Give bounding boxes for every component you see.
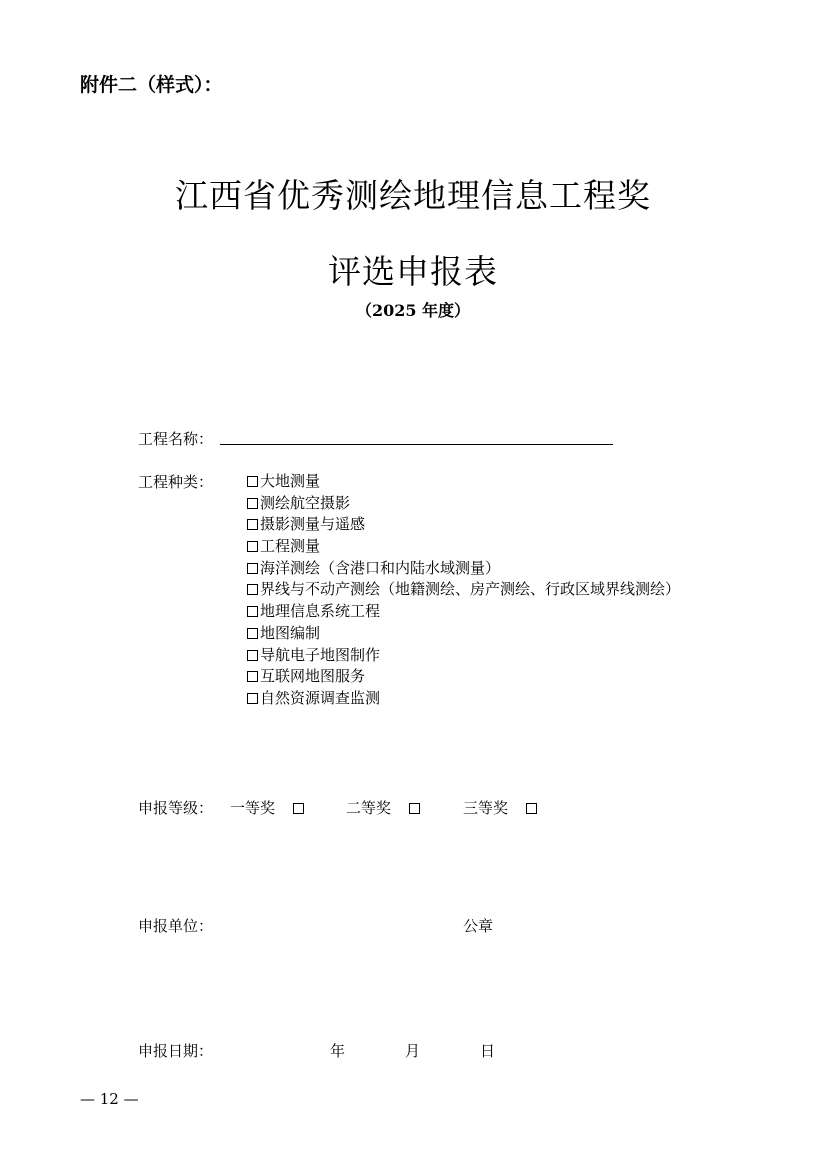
unit-label: 申报单位：: [138, 917, 214, 935]
document-year: （2025 年度）: [355, 301, 471, 320]
checkbox-icon[interactable]: [247, 606, 258, 617]
document-title: 江西省优秀测绘地理信息工程奖: [175, 176, 651, 215]
checkbox-icon[interactable]: [409, 803, 420, 814]
project-type-option[interactable]: 地理信息系统工程: [247, 601, 680, 623]
project-name-label: 工程名称：: [138, 430, 214, 448]
project-type-option[interactable]: 海洋测绘（含港口和内陆水域测量）: [247, 558, 680, 580]
level-option-third[interactable]: 三等奖: [463, 797, 539, 818]
checkbox-icon[interactable]: [247, 584, 258, 595]
project-type-option[interactable]: 导航电子地图制作: [247, 645, 680, 667]
date-label: 申报日期：: [138, 1042, 214, 1060]
project-type-option[interactable]: 地图编制: [247, 623, 680, 645]
checkbox-icon[interactable]: [247, 671, 258, 682]
seal-label: 公章: [463, 917, 494, 935]
checkbox-icon[interactable]: [247, 650, 258, 661]
project-type-option[interactable]: 大地测量: [247, 471, 680, 493]
project-name-field[interactable]: [220, 444, 613, 445]
document-subtitle: 评选申报表: [328, 252, 498, 291]
checkbox-icon[interactable]: [247, 693, 258, 704]
project-type-list: [247, 471, 680, 710]
level-option-first[interactable]: 一等奖: [230, 797, 306, 818]
project-type-option[interactable]: 工程测量: [247, 536, 680, 558]
date-day-label: 日: [480, 1042, 496, 1060]
date-month-label: 月: [405, 1042, 421, 1060]
checkbox-icon[interactable]: [247, 476, 258, 487]
checkbox-icon[interactable]: [247, 628, 258, 639]
checkbox-icon[interactable]: [247, 563, 258, 574]
project-type-option[interactable]: 互联网地图服务: [247, 666, 680, 688]
page-number: — 12 —: [80, 1090, 139, 1108]
checkbox-icon[interactable]: [247, 498, 258, 509]
level-option-second[interactable]: 二等奖: [346, 797, 422, 818]
project-type-option[interactable]: 界线与不动产测绘（地籍测绘、房产测绘、行政区域界线测绘）: [247, 579, 680, 601]
checkbox-icon[interactable]: [247, 541, 258, 552]
project-type-option[interactable]: 自然资源调查监测: [247, 688, 680, 710]
checkbox-icon[interactable]: [247, 519, 258, 530]
date-year-label: 年: [330, 1042, 346, 1060]
checkbox-icon[interactable]: [526, 803, 537, 814]
project-type-label: 工程种类：: [138, 473, 214, 491]
checkbox-icon[interactable]: [293, 803, 304, 814]
attachment-heading: 附件二（样式）：: [80, 74, 223, 96]
project-type-option[interactable]: 测绘航空摄影: [247, 493, 680, 515]
level-label: 申报等级：: [138, 799, 214, 817]
project-type-option[interactable]: 摄影测量与遥感: [247, 514, 680, 536]
